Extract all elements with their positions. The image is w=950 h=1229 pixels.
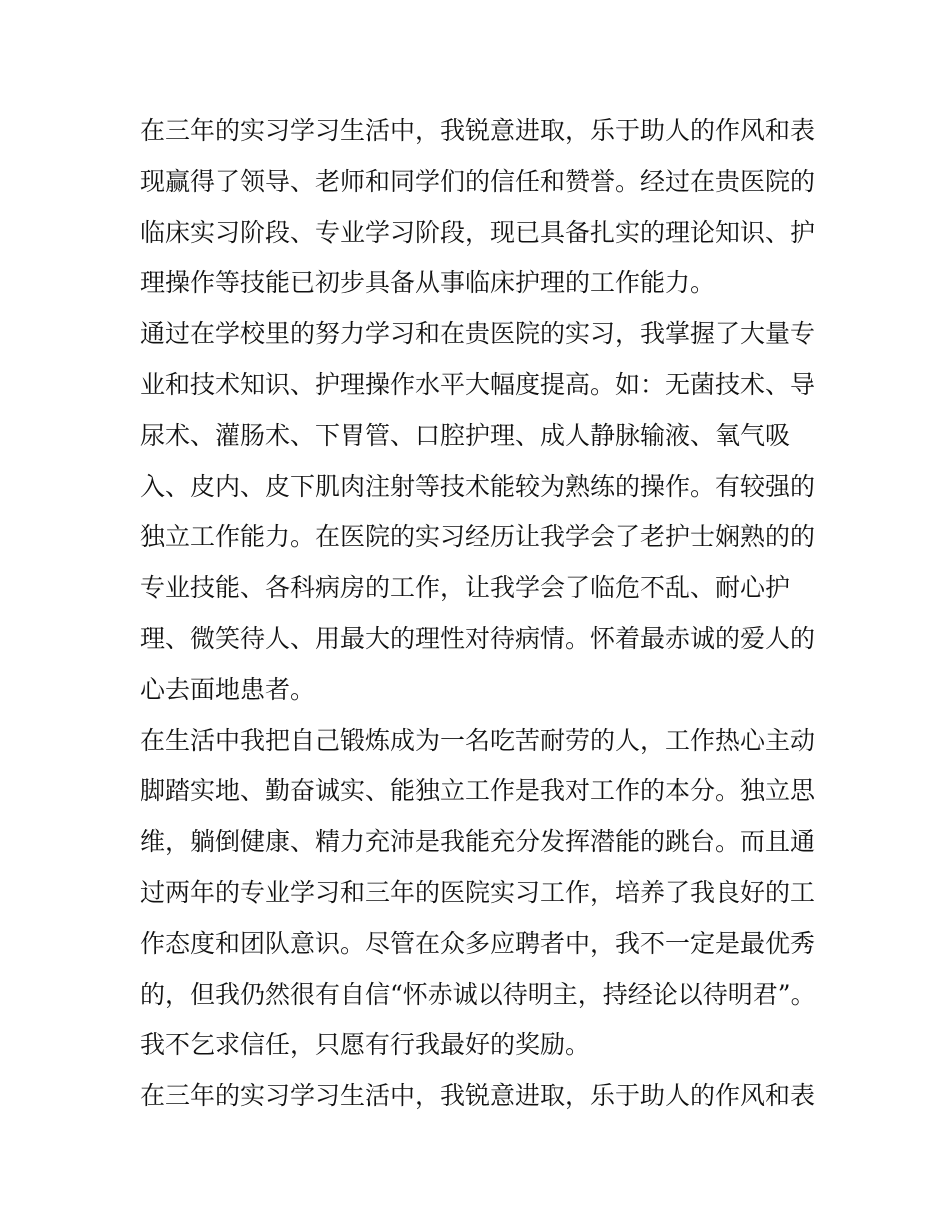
text-line: 专业技能、各科病房的工作，让我学会了临危不乱、耐心护 <box>140 573 791 603</box>
text-line: 过两年的专业学习和三年的医院实习工作，培养了我良好的工 <box>140 877 816 907</box>
text-line: 尿术、灌肠术、下胃管、口腔护理、成人静脉输液、氧气吸 <box>140 420 791 450</box>
body-text <box>140 106 820 1122</box>
text-line: 独立工作能力。在医院的实习经历让我学会了老护士娴熟的的 <box>140 522 816 552</box>
text-line: 我不乞求信任，只愿有行我最好的奖励。 <box>140 1030 591 1060</box>
text-line: 入、皮内、皮下肌肉注射等技术能较为熟练的操作。有较强的 <box>140 471 816 501</box>
text-line: 理操作等技能已初步具备从事临床护理的工作能力。 <box>140 268 716 298</box>
text-line: 临床实习阶段、专业学习阶段，现已具备扎实的理论知识、护 <box>140 217 816 247</box>
text-line: 在生活中我把自己锻炼成为一名吃苦耐劳的人，工作热心主动 <box>140 725 816 755</box>
text-line: 维，躺倒健康、精力充沛是我能充分发挥潜能的跳台。而且通 <box>140 827 816 857</box>
text-line: 在三年的实习学习生活中，我锐意进取，乐于助人的作风和表 <box>140 116 816 145</box>
text-line: 现赢得了领导、老师和同学们的信任和赞誉。经过在贵医院的 <box>140 166 816 196</box>
text-line: 在三年的实习学习生活中，我锐意进取，乐于助人的作风和表 <box>140 1081 816 1111</box>
text-line: 的，但我仍然很有自信“怀赤诚以待明主，持经论以待明君”。 <box>140 979 816 1009</box>
text-line: 心去面地患者。 <box>140 674 316 704</box>
text-line: 作态度和团队意识。尽管在众多应聘者中，我不一定是最优秀 <box>140 928 816 958</box>
text-line: 通过在学校里的努力学习和在贵医院的实习，我掌握了大量专 <box>140 319 816 349</box>
text-line: 理、微笑待人、用最大的理性对待病情。怀着最赤诚的爱人的 <box>140 623 816 653</box>
text-line: 业和技术知识、护理操作水平大幅度提高。如：无菌技术、导 <box>140 369 816 399</box>
text-line: 脚踏实地、勤奋诚实、能独立工作是我对工作的本分。独立思 <box>140 776 816 806</box>
